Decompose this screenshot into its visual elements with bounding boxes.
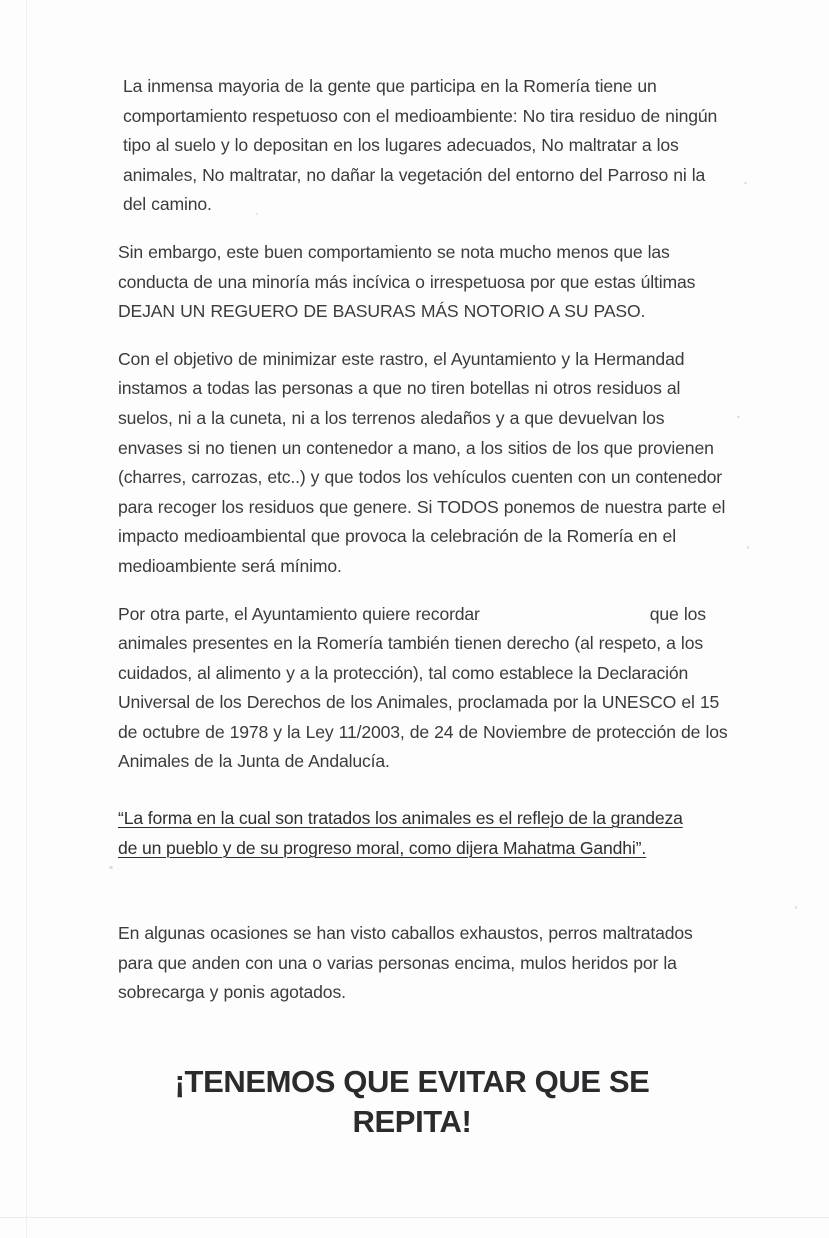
- scan-speck: [747, 546, 749, 549]
- scan-speck: [737, 416, 740, 418]
- paragraph-animal-rights-rest: que los animales presentes en la Romería también tienen derecho (al respeto, a los cuidados, al alimento y a la protección), tal como establece la Declaración Universal de los Derechos de los Animales, proclamada por la UNESCO el 15 de octubre de 1978 y la Ley 11/2003, de 24 de Noviembre de protección de los Animales de la Junta de Andalucía.: [118, 603, 728, 772]
- paragraph-animal-abuse-examples: En algunas ocasiones se han visto caballos exhaustos, perros maltratados para que anden con una o varias personas encima, mulos heridos por la sobrecarga y ponis agotados.: [118, 923, 693, 1003]
- scan-speck: [109, 866, 113, 869]
- scan-speck: [744, 182, 747, 184]
- paragraph-animal-rights: [118, 600, 730, 778]
- document-body: [118, 72, 730, 1142]
- quote-line-2: de un pueblo y de su progreso moral, como dijera Mahatma Gandhi”.: [118, 838, 647, 859]
- paragraph-intro-behaviour: La inmensa mayoria de la gente que participa en la Romería tiene un comportamiento respetuoso con el medioambiente: No tira residuo de ningún tipo al suelo y lo depositan en los lugares adecuados, No maltratar a los animales, No maltratar, no dañar la vegetación del entorno del Parroso ni la del camino.: [123, 76, 718, 215]
- scan-edge-bottom: [0, 1217, 829, 1218]
- gandhi-quote: [118, 803, 730, 863]
- paragraph-animal-rights-lead: Por otra parte, el Ayuntamiento quiere recordar: [118, 603, 480, 624]
- quote-spacer: [118, 863, 730, 919]
- paragraph-minority-litter: Sin embargo, este buen comportamiento se nota mucho menos que las conducta de una minoría más incívica o irrespetuosa por que estas últimas DEJAN UN REGUERO DE BASURAS MÁS NOTORIO A SU PASO.: [118, 241, 696, 322]
- paragraph-waste-instructions: Con el objetivo de minimizar este rastro, el Ayuntamiento y la Hermandad instamos a todas las personas a que no tiren botellas ni otros residuos al suelos, ni a la cuneta, ni a los terrenos aledaños y a que devuelvan los envases si no tienen un contenedor a mano, a los sitios de los que provienen (charres, carrozas, etc..) y que todos los vehículos cuenten con un contenedor para recoger los residuos que genere. Si TODOS ponemos de nuestra parte el impacto medioambiental que provoca la celebración de la Romería en el medioambiente será mínimo.: [118, 348, 726, 576]
- closing-headline: ¡TENEMOS QUE EVITAR QUE SE REPITA!: [174, 1063, 650, 1139]
- quote-line-1: “La forma en la cual son tratados los animales es el reflejo de la grandeza: [118, 808, 683, 829]
- scan-edge-left: [26, 0, 27, 1238]
- scan-speck: [795, 906, 797, 909]
